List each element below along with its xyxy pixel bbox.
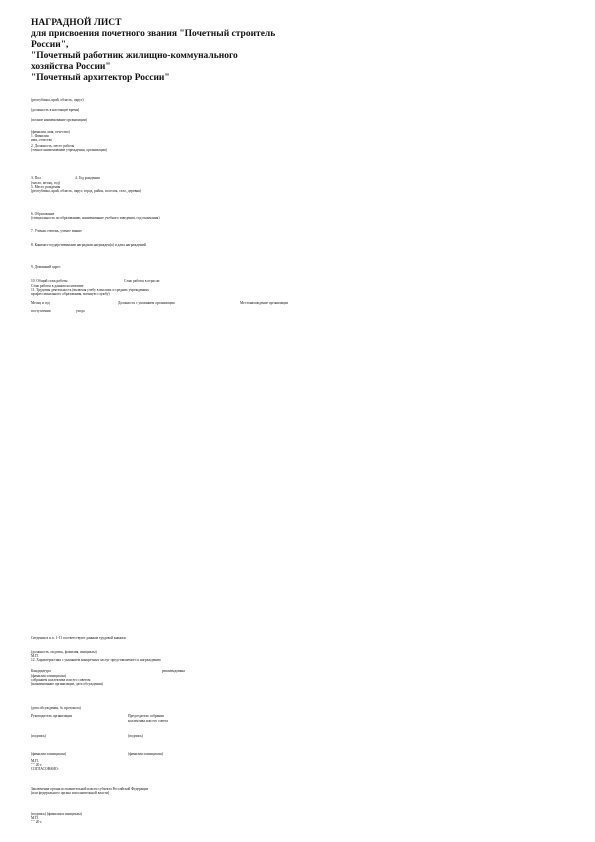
bottom-stamp-2: (подпись) (фамилия и инициалы) М.П. " " 20 г. — [31, 812, 82, 825]
bottom-conclusion: Заключение органа исполнительной власти субъекта Российской Федерации (или федерального органа исполнительной власти) — [31, 787, 149, 796]
table-col-1: Месяц и год — [31, 301, 50, 305]
bottom-stamp-1: М.П. " " 20 г. СОГЛАСОВАНО: — [31, 759, 59, 772]
field-republic: (республика, край, область, округ) — [31, 98, 84, 102]
table-col-1b: поступления — [31, 309, 51, 313]
field-5: (число, месяц, год) 5. Место рождения (республика, край, область, округ, город, район, поселок, село, деревня) — [31, 181, 142, 194]
sheet-heading: НАГРАДНОЙ ЛИСТ — [31, 18, 122, 28]
field-1: (фамилия, имя, отчество) 1. Фамилия имя, отчество — [31, 130, 70, 143]
field-11: Стаж работы в данном коллективе 11. Трудовая деятельность (включая учебу в высших и средних учреждениях профессионального образования, военную службу) — [31, 284, 149, 297]
field-post-before: (должность в настоящее время) — [31, 108, 80, 112]
table-col-1c: ухода — [76, 309, 85, 313]
sheet-title-line-1: для присвоения почетного звания "Почетный строитель — [31, 29, 276, 39]
bottom-protocol: (дата обсуждения, № протокола) — [31, 706, 81, 710]
bottom-chair: Председатель собрания — [128, 714, 164, 718]
bottom-council: коллектива или его совета — [128, 719, 168, 723]
field-10b: Стаж работы в отрасли — [124, 279, 160, 283]
field-6: 6. Образование (специальность по образованию, наименование учебного заведения, год окончания) — [31, 212, 160, 221]
field-3: 3. Пол — [31, 176, 41, 180]
bottom-name-1: (фамилия и инициалы) — [31, 752, 67, 756]
bottom-verify: Сведения в п.п. 1-11 соответствуют данным трудовой книжки — [31, 636, 126, 640]
bottom-signature-1: (должность, подпись, фамилия, инициалы) М.П. 12. Характеристика с указанием конкретных заслуг представляемого к награждению — [31, 650, 161, 663]
sheet-title-line-4: хозяйства России" — [31, 62, 111, 72]
bottom-name-2: (фамилия и инициалы) — [128, 752, 164, 756]
field-7: 7. Ученая степень, ученое звание — [31, 229, 82, 233]
field-9: 9. Домашний адрес — [31, 265, 61, 269]
table-col-2: Должность с указанием организации — [118, 301, 175, 305]
bottom-candidate: Кандидатура — [31, 669, 51, 673]
field-4: 4. Год рождения — [75, 176, 100, 180]
field-2: 2. Должность, место работы (точное наименование учреждения, организации) — [31, 144, 107, 153]
bottom-recommended: рекомендована — [162, 669, 185, 673]
bottom-sign-2: (подпись) — [128, 734, 143, 738]
sheet-title-line-5: "Почетный архитектор России" — [31, 73, 170, 83]
table-col-3: Местонахождение организации — [240, 301, 289, 305]
field-10a: 10. Общий стаж работы — [31, 279, 68, 283]
bottom-sign-1: (подпись) — [31, 734, 46, 738]
sheet-title-line-3: "Почетный работник жилищно-коммунального — [31, 51, 238, 61]
sheet-title-line-2: России", — [31, 40, 69, 50]
bottom-meeting: (фамилия и инициалы) собранием коллектива или его советом (наименование организации, дата обсуждения) — [31, 674, 103, 687]
bottom-head: Руководитель организации — [31, 714, 73, 718]
field-org: (полное наименование организации) — [31, 118, 88, 122]
field-8: 8. Какими государственными наградами награжден(а) и даты награждений — [31, 243, 146, 247]
